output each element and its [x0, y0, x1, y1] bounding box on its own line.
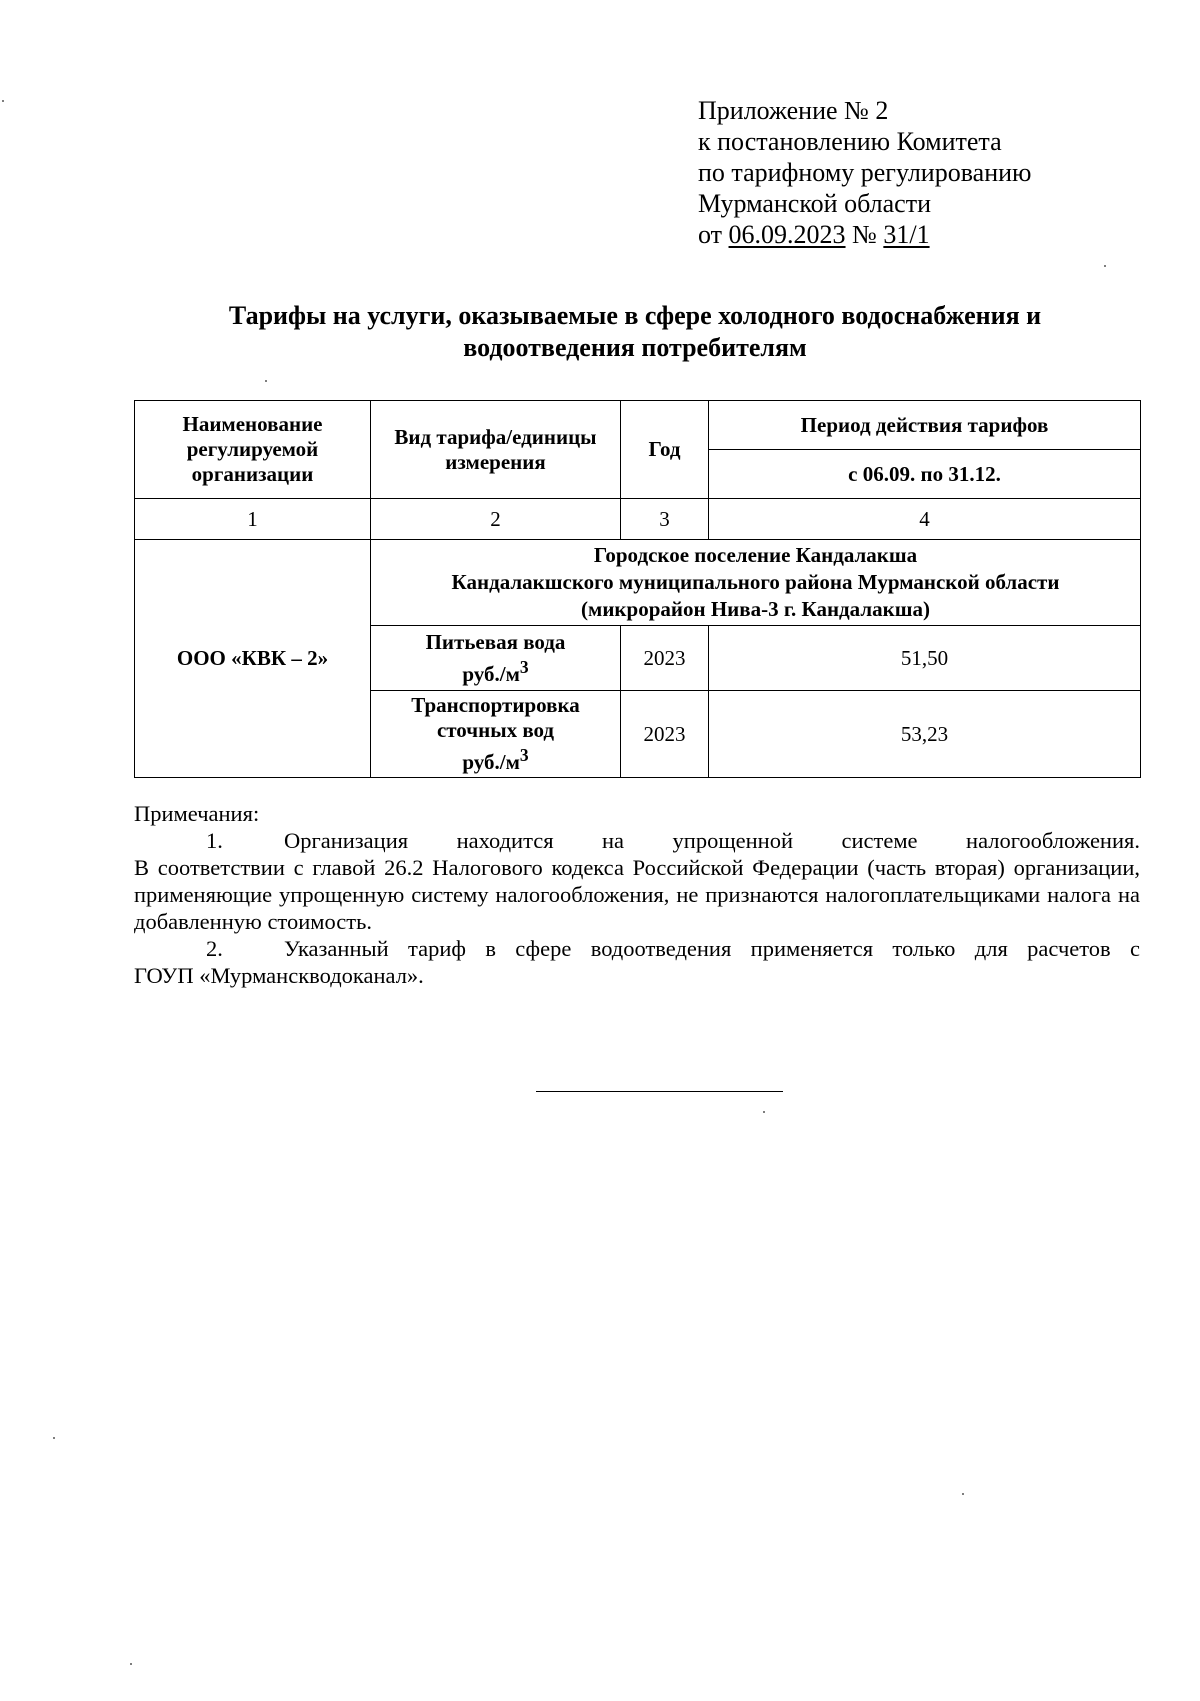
tariff-kind [371, 691, 621, 778]
unit-text: руб./м [462, 661, 520, 686]
column-number: 4 [709, 499, 1141, 540]
notes-heading: Примечания: [134, 801, 260, 826]
document-title [130, 300, 1140, 364]
header-org: Наименование регулируемой организации [135, 401, 371, 499]
notes-section [134, 800, 1140, 989]
note-text: Организация находится на упрощенной системе налогообложения. [284, 828, 1140, 853]
scan-speck [130, 1663, 132, 1665]
note-text: Указанный тариф в сфере водоотведения применяется только для расчетов с [284, 936, 1140, 961]
title-line: водоотведения потребителям [463, 333, 807, 362]
note-item-first-line [134, 827, 1140, 854]
tariff-year: 2023 [621, 691, 709, 778]
note-item-first-line [134, 935, 1140, 962]
tariff-table [134, 400, 1141, 778]
appendix-line: Мурманской области [698, 189, 931, 218]
appendix-block [698, 95, 1031, 250]
unit-superscript: 3 [519, 656, 529, 677]
appendix-date-prefix: от [698, 220, 729, 249]
column-number: 2 [371, 499, 621, 540]
note-text-continuation: ГОУП «Мурманскводоканал». [134, 963, 424, 988]
note-number: 1. [206, 828, 223, 853]
scan-speck [2, 100, 4, 102]
tariff-value: 53,23 [709, 691, 1141, 778]
appendix-line: Приложение № 2 [698, 96, 889, 125]
area-line: Кандалакшского муниципального района Мурманской области [451, 570, 1060, 594]
area-cell [371, 540, 1141, 626]
header-year: Год [621, 401, 709, 499]
appendix-number-prefix: № [845, 220, 884, 249]
area-line: (микрорайон Нива-3 г. Кандалакша) [581, 597, 930, 621]
unit-superscript: 3 [519, 745, 529, 765]
unit-text: руб./м [462, 750, 520, 774]
scan-speck [265, 380, 267, 382]
tariff-kind-line: Транспортировка [411, 693, 580, 717]
tariff-kind [371, 626, 621, 691]
title-line: Тарифы на услуги, оказываемые в сфере холодного водоснабжения и [228, 301, 1042, 330]
appendix-date-line [698, 219, 1031, 250]
note-number: 2. [206, 936, 223, 961]
column-number: 1 [135, 499, 371, 540]
scan-speck [53, 1437, 55, 1439]
scan-speck [1104, 265, 1106, 267]
column-number: 3 [621, 499, 709, 540]
appendix-number: 31/1 [883, 220, 930, 249]
header-kind: Вид тарифа/единицы измерения [371, 401, 621, 499]
header-period: Период действия тарифов [709, 401, 1141, 450]
scan-speck [962, 1493, 964, 1495]
tariff-kind-line: Питьевая вода [425, 629, 566, 654]
header-period-range: с 06.09. по 31.12. [709, 450, 1141, 499]
area-line: Городское поселение Кандалакша [593, 543, 918, 567]
organization-cell: ООО «КВК – 2» [135, 540, 371, 778]
tariff-value: 51,50 [709, 626, 1141, 691]
scan-speck [763, 1111, 765, 1113]
tariff-kind-line: сточных вод [436, 718, 555, 742]
appendix-date: 06.09.2023 [728, 220, 846, 249]
tariff-year: 2023 [621, 626, 709, 691]
appendix-line: по тарифному регулированию [698, 158, 1032, 187]
tariff-unit [377, 743, 614, 775]
tariff-unit [377, 655, 614, 687]
note-text-continuation: В соответствии с главой 26.2 Налогового кодекса Российской Федерации (часть вторая) организации, применяющие упрощенную систему налогообложения, не признаются налогоплательщиками налога на добавленную стоимость. [134, 855, 1140, 934]
signature-line [536, 1091, 783, 1092]
appendix-line: к постановлению Комитета [698, 127, 1002, 156]
